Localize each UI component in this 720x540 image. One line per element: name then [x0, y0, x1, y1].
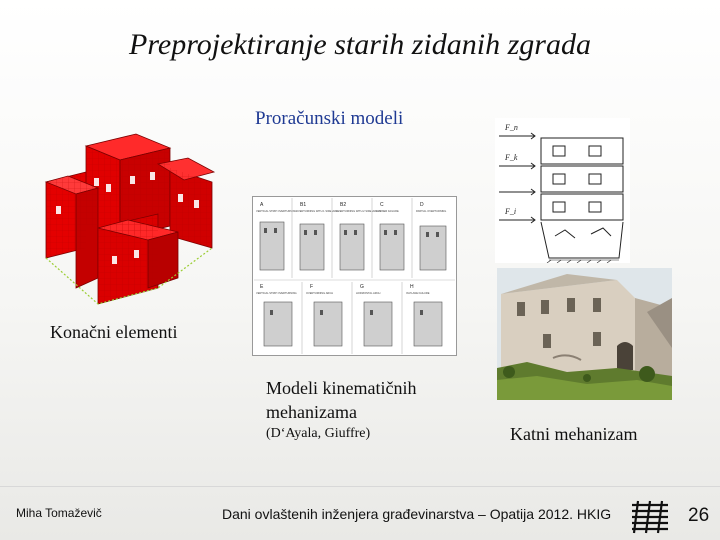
- fem-model-image: [38, 128, 222, 308]
- mechanism-B1-caption: OVERTURNING WITH 1 SIDE WALL: [296, 210, 340, 213]
- mechanism-A-label: A: [260, 202, 264, 208]
- footer-divider: [0, 486, 720, 487]
- mechanism-F-label: F: [310, 284, 314, 290]
- mechanism-D-caption: PARTIAL OVERTURNING: [416, 210, 447, 213]
- mechanism-H-label: H: [410, 284, 414, 290]
- building-photo: [497, 268, 672, 400]
- mechanism-D-label: D: [420, 202, 424, 208]
- mechanism-E-label: E: [260, 284, 264, 290]
- section-subtitle: Proračunski modeli: [255, 108, 404, 129]
- reference-label: (D‘Ayala, Giuffre): [266, 426, 371, 441]
- mechanism-G-label: G: [360, 284, 364, 290]
- mechanism-C-caption: CORNER FAILURE: [376, 210, 399, 213]
- mechanism-B2-label: B2: [340, 202, 347, 208]
- force-label-k: F_k: [505, 153, 518, 162]
- footer-author: Miha Tomaževič: [16, 506, 102, 520]
- mechanism-table-image: [252, 196, 457, 356]
- force-label-n: F_n: [505, 123, 518, 132]
- page-number: 26: [688, 505, 710, 526]
- mechanism-B2-caption: OVERTURNING WITH 2 SIDE WALLS: [336, 210, 381, 213]
- footer-event: Dani ovlaštenih inženjera građevinarstva – Opatija 2012. HKIG: [222, 506, 612, 522]
- mechanism-H-caption: IN-PLANE FAILURE: [406, 292, 430, 295]
- mechanism-A-caption: VERTICAL STRIP OVERTURNING: [256, 210, 297, 213]
- mechanism-G-caption: HORIZONTAL ARCH: [356, 292, 381, 295]
- mechanism-C-label: C: [380, 202, 384, 208]
- kinematic-models-label: Modeli kinematičnih mehanizama: [266, 378, 417, 422]
- floor-mechanism-label: Katni mehanizam: [510, 424, 638, 444]
- mechanism-F-caption: OVERTURNING ARCH: [306, 292, 334, 295]
- slide-title: Preprojektiranje starih zidanih zgrada: [129, 28, 591, 61]
- force-label-i: F_i: [505, 207, 517, 216]
- mechanism-B1-label: B1: [300, 202, 307, 208]
- mechanism-E-caption: VERTICAL STRIP OVERTURNING: [256, 292, 297, 295]
- floor-mechanism-diagram: [495, 118, 630, 263]
- finite-elements-label: Konačni elementi: [50, 322, 178, 342]
- hkig-logo-icon: [628, 497, 672, 537]
